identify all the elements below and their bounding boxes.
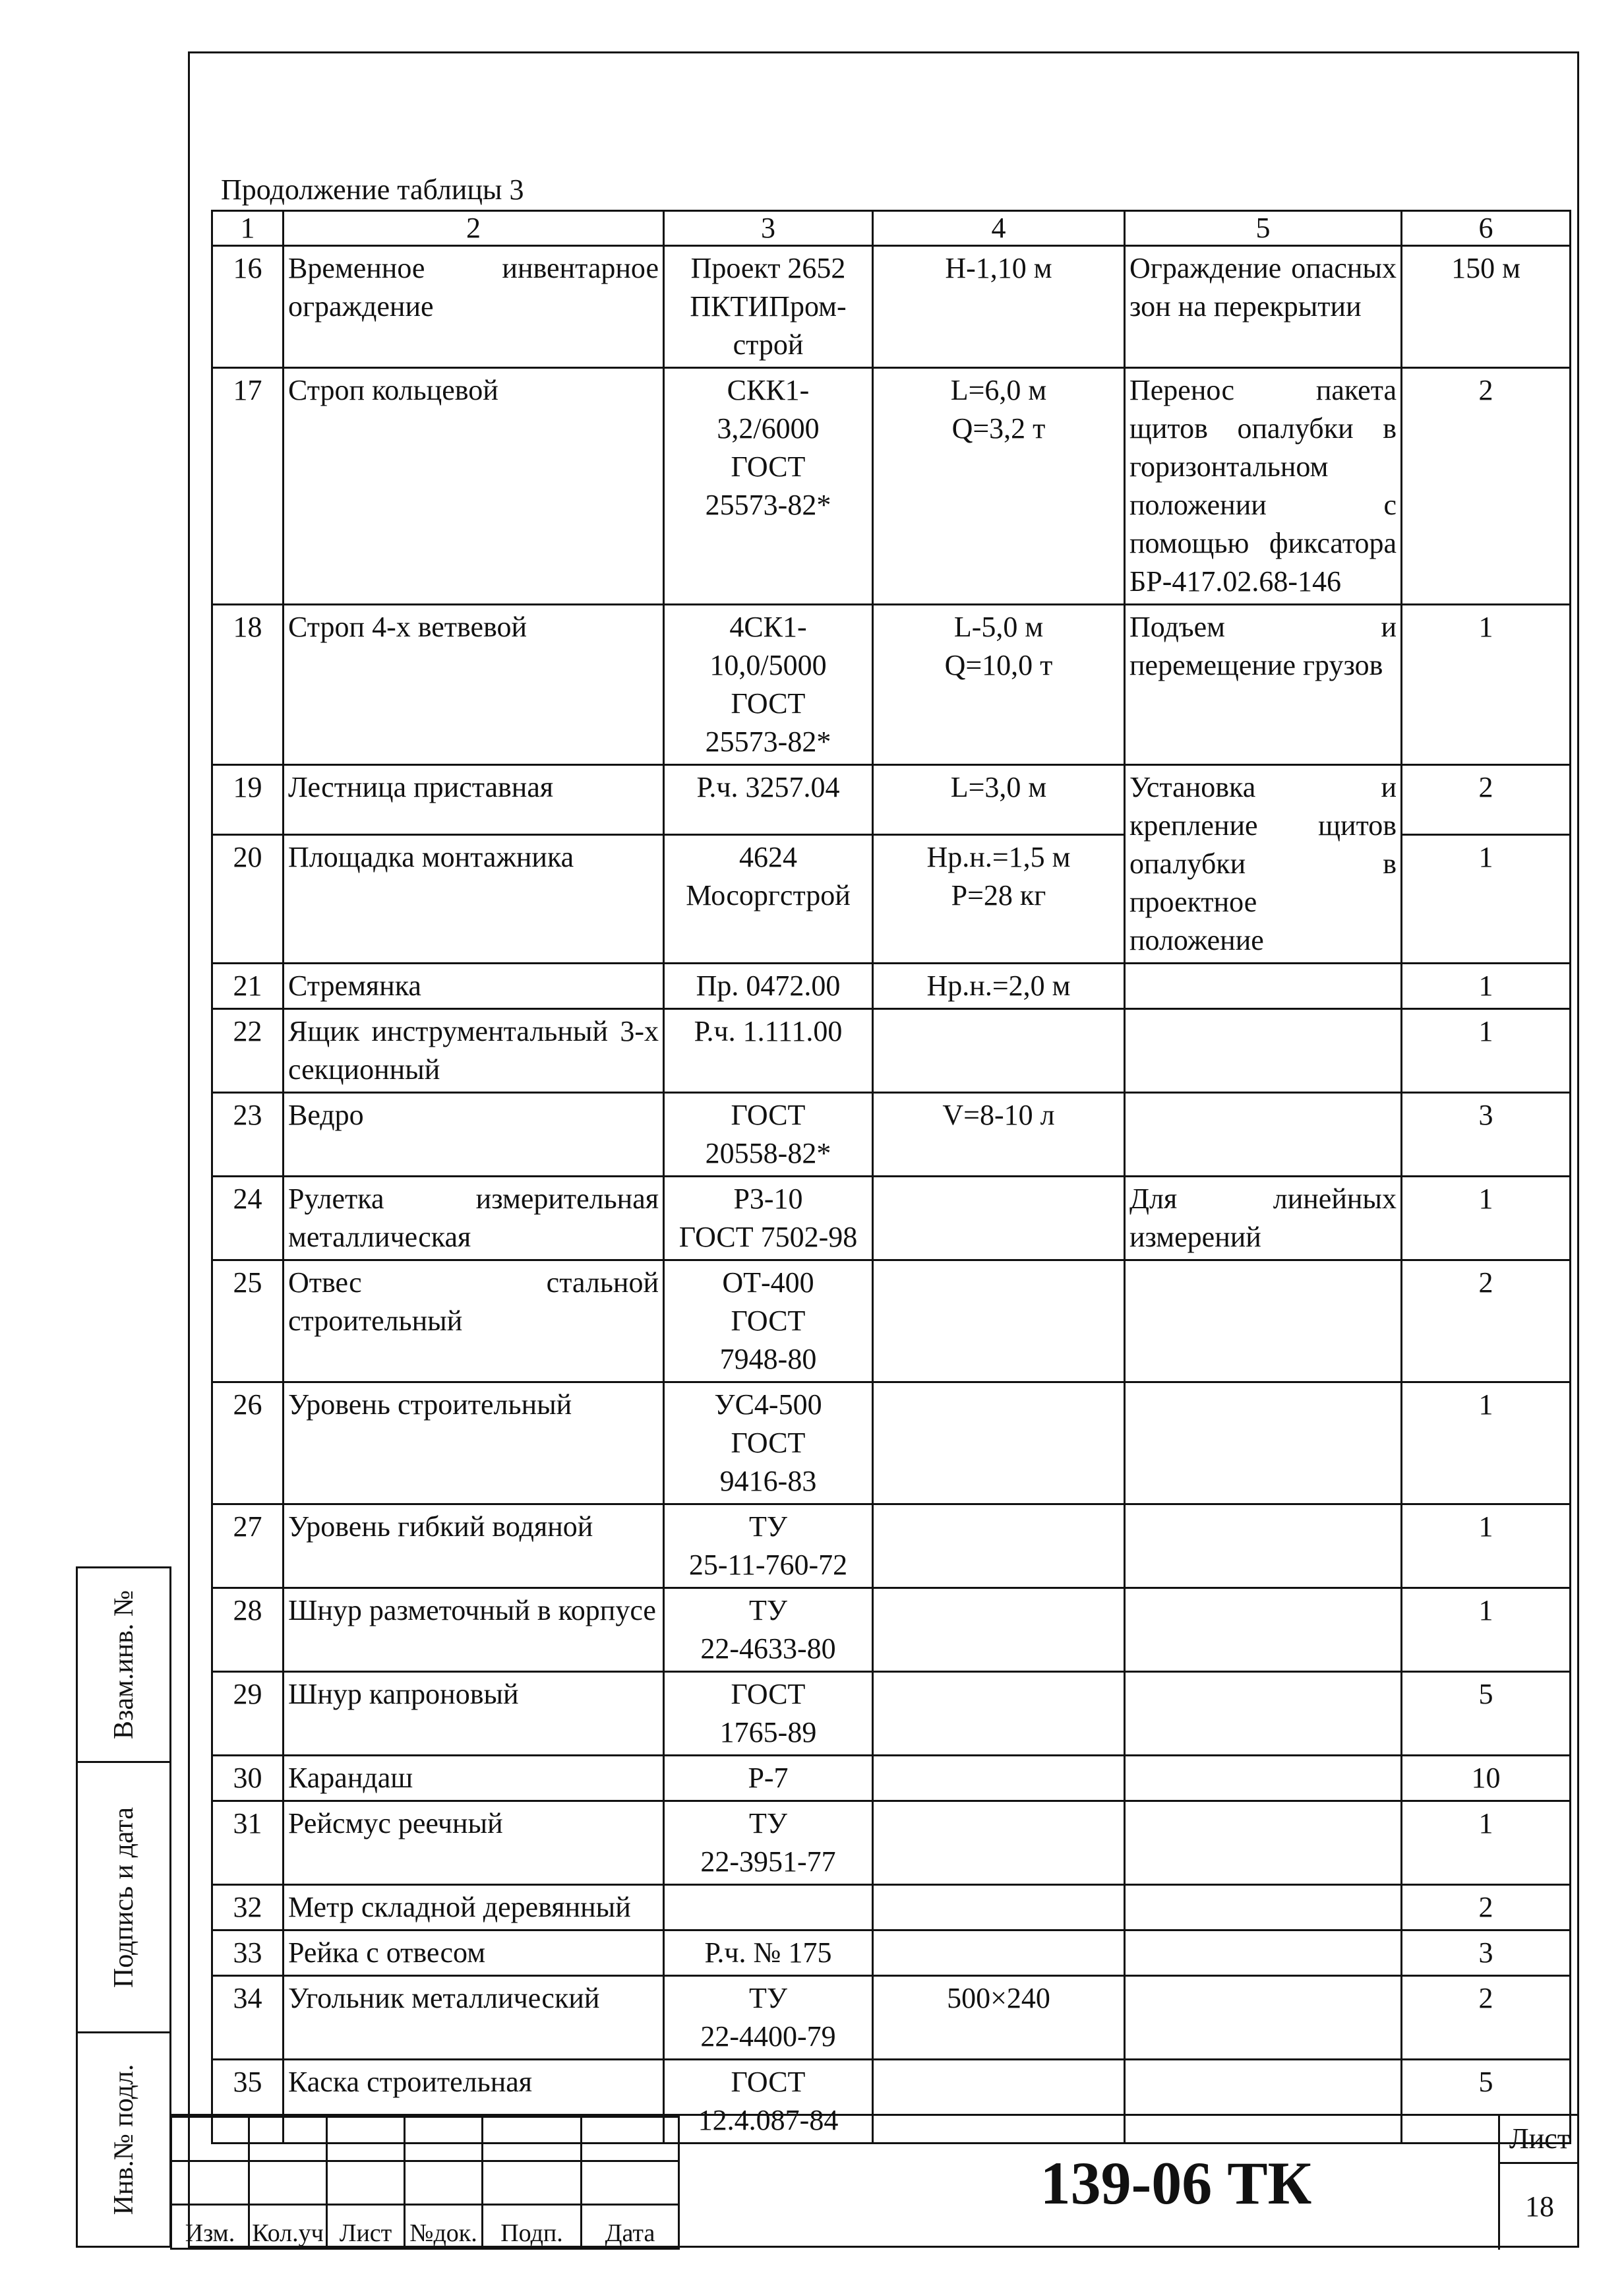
stamp-column-label: Лист [327, 2205, 405, 2249]
cell-qty: 1 [1402, 1382, 1571, 1504]
cell-doc: ГОСТ 20558-82* [664, 1093, 873, 1177]
cell-qty: 1 [1402, 1588, 1571, 1672]
cell-name: Рулетка измерительная металлическая [284, 1177, 664, 1260]
table-row [212, 1504, 1571, 1588]
cell-name: Рейка с отвесом [284, 1930, 664, 1976]
cell-name: Карандаш [284, 1756, 664, 1801]
cell-qty: 1 [1402, 1504, 1571, 1588]
cell-purpose [1125, 1382, 1402, 1504]
cell-spec: 500×240 [873, 1976, 1125, 2060]
cell-purpose [1125, 1504, 1402, 1588]
cell-n: 18 [212, 605, 284, 765]
sidebar-label: Инв.№ подл. [108, 2064, 139, 2215]
table-row [212, 1801, 1571, 1885]
cell-purpose [1125, 1976, 1402, 2060]
cell-qty: 1 [1402, 1177, 1571, 1260]
cell-n: 23 [212, 1093, 284, 1177]
cell-name: Каска строительная [284, 2060, 664, 2144]
cell-purpose [1125, 1093, 1402, 1177]
cell-purpose [1125, 1009, 1402, 1093]
table-row [212, 246, 1571, 368]
cell-doc: Р3-10 ГОСТ 7502-98 [664, 1177, 873, 1260]
table-row [212, 1260, 1571, 1382]
table-row [212, 1672, 1571, 1756]
cell-spec: L=3,0 м [873, 765, 1125, 835]
cell-name: Строп кольцевой [284, 368, 664, 605]
cell-spec: V=8-10 л [873, 1093, 1125, 1177]
cell-n: 21 [212, 964, 284, 1009]
cell-spec [873, 1504, 1125, 1588]
table-row [212, 1930, 1571, 1976]
table-caption: Продолжение таблицы 3 [221, 173, 524, 206]
cell-spec [873, 1756, 1125, 1801]
table-row [212, 1177, 1571, 1260]
table-row [212, 1093, 1571, 1177]
cell-qty: 10 [1402, 1756, 1571, 1801]
header-cell: 4 [873, 211, 1125, 246]
table-header-row [212, 211, 1571, 246]
cell-qty: 1 [1402, 1801, 1571, 1885]
sidebar-field-original-inv [76, 2031, 171, 2248]
cell-doc: Р.ч. 1.111.00 [664, 1009, 873, 1093]
table-row [212, 1588, 1571, 1672]
cell-qty: 2 [1402, 1260, 1571, 1382]
cell-name: Уровень гибкий водяной [284, 1504, 664, 1588]
cell-n: 35 [212, 2060, 284, 2144]
cell-doc: ГОСТ 12.4.087-84 [664, 2060, 873, 2144]
cell-qty: 5 [1402, 2060, 1571, 2144]
cell-spec [873, 1588, 1125, 1672]
cell-purpose [1125, 1885, 1402, 1930]
cell-purpose [1125, 1672, 1402, 1756]
cell-n: 20 [212, 834, 284, 963]
stamp-column-label: Дата [582, 2205, 679, 2249]
cell-spec [873, 1382, 1125, 1504]
cell-doc [664, 1885, 873, 1930]
sidebar-label: Подпись и дата [108, 1806, 139, 1988]
cell-doc: Пр. 0472.00 [664, 964, 873, 1009]
cell-name: Строп 4-х ветвевой [284, 605, 664, 765]
cell-qty: 1 [1402, 1009, 1571, 1093]
sheet-box [1498, 2116, 1579, 2250]
cell-purpose: Ограждение опасных зон на перекрытии [1125, 246, 1402, 368]
cell-spec [873, 1885, 1125, 1930]
cell-name: Ящик инструментальный 3-х секционный [284, 1009, 664, 1093]
sheet-label: Лист [1500, 2116, 1579, 2164]
cell-n: 31 [212, 1801, 284, 1885]
cell-name: Временное инвентарное ограждение [284, 246, 664, 368]
cell-qty: 2 [1402, 1885, 1571, 1930]
cell-qty: 150 м [1402, 246, 1571, 368]
cell-n: 28 [212, 1588, 284, 1672]
table-row [212, 1976, 1571, 2060]
table-row [212, 1756, 1571, 1801]
cell-purpose: Для линейных измерений [1125, 1177, 1402, 1260]
cell-n: 29 [212, 1672, 284, 1756]
cell-spec: L=6,0 м Q=3,2 т [873, 368, 1125, 605]
revision-grid [170, 2116, 680, 2250]
table-row [212, 605, 1571, 765]
stamp-column-label: Подп. [483, 2205, 582, 2249]
cell-doc: 4СК1- 10,0/5000 ГОСТ 25573-82* [664, 605, 873, 765]
cell-n: 25 [212, 1260, 284, 1382]
cell-qty: 3 [1402, 1930, 1571, 1976]
cell-doc: Проект 2652 ПКТИПром- строй [664, 246, 873, 368]
cell-spec [873, 1930, 1125, 1976]
cell-doc: ТУ 22-4400-79 [664, 1976, 873, 2060]
cell-n: 27 [212, 1504, 284, 1588]
cell-n: 24 [212, 1177, 284, 1260]
cell-name: Рейсмус реечный [284, 1801, 664, 1885]
cell-qty: 2 [1402, 368, 1571, 605]
cell-n: 33 [212, 1930, 284, 1976]
cell-name: Лестница приставная [284, 765, 664, 835]
cell-n: 26 [212, 1382, 284, 1504]
cell-name: Шнур капроновый [284, 1672, 664, 1756]
cell-n: 19 [212, 765, 284, 835]
cell-spec [873, 1801, 1125, 1885]
table-row [212, 1009, 1571, 1093]
cell-n: 34 [212, 1976, 284, 2060]
cell-purpose [1125, 1588, 1402, 1672]
header-cell: 3 [664, 211, 873, 246]
equipment-table [211, 210, 1571, 2144]
header-cell: 1 [212, 211, 284, 246]
cell-name: Метр складной деревянный [284, 1885, 664, 1930]
document-designation: 139-06 ТК [678, 2116, 1624, 2250]
cell-doc: УС4-500 ГОСТ 9416-83 [664, 1382, 873, 1504]
cell-qty: 1 [1402, 964, 1571, 1009]
cell-spec [873, 1009, 1125, 1093]
stamp-column-label: Изм. [171, 2205, 249, 2249]
cell-doc: Р.ч. № 175 [664, 1930, 873, 1976]
sidebar-field-signature-date [76, 1761, 171, 2031]
cell-n: 32 [212, 1885, 284, 1930]
cell-doc: 4624 Мосоргстрой [664, 834, 873, 963]
cell-spec [873, 1177, 1125, 1260]
cell-purpose [1125, 1756, 1402, 1801]
cell-spec: Н-1,10 м [873, 246, 1125, 368]
table-row [212, 368, 1571, 605]
header-cell: 6 [1402, 211, 1571, 246]
cell-purpose: Установка и крепление щитов опалубки в проектное положение [1125, 765, 1402, 964]
cell-qty: 3 [1402, 1093, 1571, 1177]
cell-n: 30 [212, 1756, 284, 1801]
cell-purpose: Подъем и перемещение грузов [1125, 605, 1402, 765]
table-row [212, 1382, 1571, 1504]
table-row [212, 964, 1571, 1009]
cell-doc: ТУ 22-4633-80 [664, 1588, 873, 1672]
cell-doc: ОТ-400 ГОСТ 7948-80 [664, 1260, 873, 1382]
sidebar-label: Взам.инв. № [108, 1590, 139, 1740]
sheet-number: 18 [1525, 2190, 1554, 2223]
cell-spec: L-5,0 м Q=10,0 т [873, 605, 1125, 765]
table-row [212, 1885, 1571, 1930]
cell-purpose [1125, 1930, 1402, 1976]
cell-purpose [1125, 1260, 1402, 1382]
cell-spec [873, 1672, 1125, 1756]
cell-name: Уровень строительный [284, 1382, 664, 1504]
cell-n: 17 [212, 368, 284, 605]
cell-name: Угольник металлический [284, 1976, 664, 2060]
cell-doc: ТУ 22-3951-77 [664, 1801, 873, 1885]
cell-name: Стремянка [284, 964, 664, 1009]
header-cell: 2 [284, 211, 664, 246]
stamp-column-label: Кол.уч [249, 2205, 327, 2249]
cell-spec: Нр.н.=1,5 м Р=28 кг [873, 834, 1125, 963]
cell-doc: Р-7 [664, 1756, 873, 1801]
cell-purpose [1125, 964, 1402, 1009]
cell-doc: Р.ч. 3257.04 [664, 765, 873, 835]
cell-purpose [1125, 1801, 1402, 1885]
cell-name: Шнур разметочный в корпусе [284, 1588, 664, 1672]
cell-purpose: Перенос пакета щитов опалубки в горизонтальном положении с помощью фиксатора БР-417.02.68-146 [1125, 368, 1402, 605]
cell-spec [873, 1260, 1125, 1382]
cell-qty: 1 [1402, 605, 1571, 765]
table-row [212, 765, 1571, 835]
cell-n: 16 [212, 246, 284, 368]
cell-name: Ведро [284, 1093, 664, 1177]
cell-n: 22 [212, 1009, 284, 1093]
cell-doc: СКК1- 3,2/6000 ГОСТ 25573-82* [664, 368, 873, 605]
sidebar-field-replacement-inv [76, 1566, 171, 1761]
cell-name: Площадка монтажника [284, 834, 664, 963]
header-cell: 5 [1125, 211, 1402, 246]
cell-name: Отвес стальной строительный [284, 1260, 664, 1382]
cell-qty: 2 [1402, 1976, 1571, 2060]
cell-qty: 5 [1402, 1672, 1571, 1756]
stamp-column-label: №док. [405, 2205, 483, 2249]
cell-spec: Нр.н.=2,0 м [873, 964, 1125, 1009]
cell-qty: 1 [1402, 834, 1571, 963]
cell-doc: ТУ 25-11-760-72 [664, 1504, 873, 1588]
cell-doc: ГОСТ 1765-89 [664, 1672, 873, 1756]
title-block [170, 2114, 1579, 2250]
cell-qty: 2 [1402, 765, 1571, 835]
